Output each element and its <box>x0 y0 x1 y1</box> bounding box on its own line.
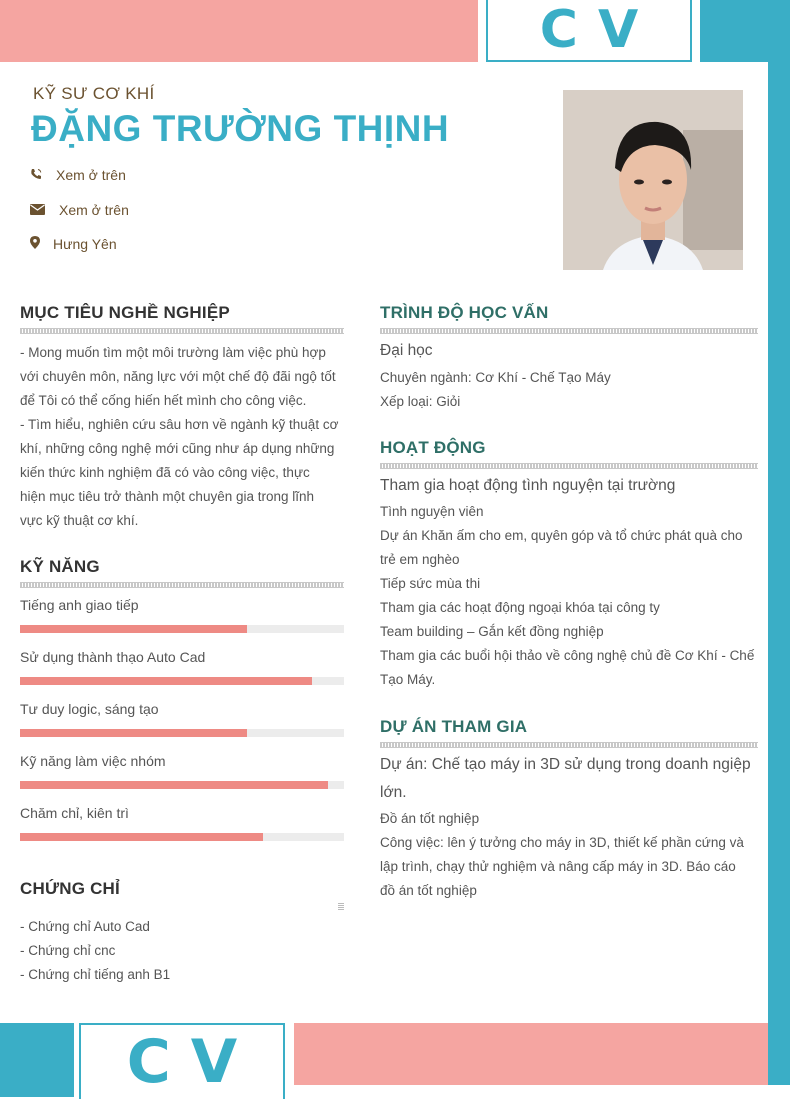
contact-location <box>30 236 117 252</box>
certificates-list <box>20 915 170 987</box>
top-teal-bar <box>700 0 790 62</box>
phone-value: Xem ở trên <box>56 167 126 183</box>
skills-title: KỸ NĂNG <box>20 557 100 576</box>
right-teal-stripe <box>768 62 790 1085</box>
cv-badge-text: CV <box>126 1027 258 1097</box>
objective-title: MỤC TIÊU NGHỀ NGHIỆP <box>20 303 230 322</box>
education-major: Chuyên ngành: Cơ Khí - Chế Tạo Máy <box>380 370 611 385</box>
objective-line: - Tìm hiểu, nghiên cứu sâu hơn về ngành kỹ thuật cơ <box>20 417 339 432</box>
top-pink-bar <box>0 0 478 62</box>
cv-badge-bottom <box>79 1023 285 1099</box>
section-divider <box>20 328 344 334</box>
cv-badge-text: CV <box>539 0 659 60</box>
email-value: Xem ở trên <box>59 202 129 218</box>
objective-line: khí, những công nghệ mới cũng như áp dụng những <box>20 441 335 456</box>
skill-item <box>20 649 344 685</box>
activity-line: Tham gia các buổi hội thảo về công nghệ chủ đề Cơ Khí - Chế <box>380 648 755 663</box>
activities-title: HOẠT ĐỘNG <box>380 438 486 457</box>
activity-line: Tình nguyện viên <box>380 504 484 519</box>
certificate-item: - Chứng chỉ tiếng anh B1 <box>20 967 171 982</box>
skill-label: Tư duy logic, sáng tạo <box>20 701 159 717</box>
skill-item <box>20 597 344 633</box>
bottom-teal-bar <box>0 1023 74 1097</box>
objective-text <box>20 341 344 533</box>
objective-line: kiến thức kinh nghiệm đã có vào công việc, thực <box>20 465 310 480</box>
skill-bar-track <box>20 729 344 737</box>
section-divider <box>380 328 758 334</box>
education-grade: Xếp loại: Giỏi <box>380 394 461 409</box>
certificate-item: - Chứng chỉ cnc <box>20 943 116 958</box>
activity-line: Dự án Khăn ấm cho em, quyên góp và tổ chức phát quà cho <box>380 528 743 543</box>
activity-line: Tạo Máy. <box>380 672 436 687</box>
objective-line: với chuyên môn, năng lực với một chế độ đãi ngộ tốt <box>20 369 336 384</box>
bottom-pink-bar <box>294 1023 768 1085</box>
education-title: TRÌNH ĐỘ HỌC VẤN <box>380 303 549 322</box>
section-divider <box>380 463 758 469</box>
skill-item <box>20 805 344 841</box>
contact-email <box>30 202 129 218</box>
activities-list <box>380 500 760 692</box>
skill-bar-fill <box>20 729 247 737</box>
skill-label: Sử dụng thành thạo Auto Cad <box>20 649 206 665</box>
section-divider <box>20 582 344 588</box>
skill-label: Chăm chỉ, kiên trì <box>20 805 129 821</box>
scroll-marker <box>338 903 344 911</box>
contact-phone <box>30 167 126 183</box>
phone-icon <box>30 168 48 183</box>
candidate-name: ĐẶNG TRƯỜNG THỊNH <box>31 108 450 149</box>
education-degree: Đại học <box>380 342 433 359</box>
project-line: Đồ án tốt nghiệp <box>380 811 480 826</box>
activity-line: Tiếp sức mùa thi <box>380 576 481 591</box>
profile-photo <box>563 90 743 270</box>
skill-bar-fill <box>20 781 328 789</box>
objective-line: để Tôi có thể cống hiến hết mình cho công việc. <box>20 393 307 408</box>
objective-line: vực kỹ thuật cơ khí. <box>20 513 139 528</box>
activities-heading: Tham gia hoạt động tình nguyện tại trường <box>380 477 676 494</box>
job-title: KỸ SƯ CƠ KHÍ <box>33 84 155 103</box>
skill-bar-track <box>20 625 344 633</box>
skill-bar-fill <box>20 677 312 685</box>
skill-bar-track <box>20 833 344 841</box>
project-line: đồ án tốt nghiệp <box>380 883 477 898</box>
objective-line: - Mong muốn tìm một môi trường làm việc phù hợp <box>20 345 326 360</box>
skill-label: Tiếng anh giao tiếp <box>20 597 139 613</box>
skill-item <box>20 701 344 737</box>
certificates-title: CHỨNG CHỈ <box>20 879 120 898</box>
location-value: Hưng Yên <box>53 236 117 252</box>
skill-item <box>20 753 344 789</box>
cv-badge-top <box>486 0 692 62</box>
projects-title: DỰ ÁN THAM GIA <box>380 717 528 736</box>
activity-line: Team building – Gắn kết đồng nghiệp <box>380 624 604 639</box>
skill-bar-track <box>20 781 344 789</box>
objective-line: hiện mục tiêu trở thành một chuyên gia trong lĩnh <box>20 489 315 504</box>
section-divider <box>380 742 758 748</box>
skill-bar-fill <box>20 625 247 633</box>
skill-bar-fill <box>20 833 263 841</box>
activity-line: Tham gia các hoạt động ngoại khóa tại công ty <box>380 600 660 615</box>
project-heading-line: lớn. <box>380 784 407 801</box>
projects-content <box>380 751 760 903</box>
certificate-item: - Chứng chỉ Auto Cad <box>20 919 150 934</box>
skill-label: Kỹ năng làm việc nhóm <box>20 753 166 769</box>
project-line: Công việc: lên ý tưởng cho máy in 3D, thiết kế phần cứng và <box>380 835 744 850</box>
project-heading-line: Dự án: Chế tạo máy in 3D sử dụng trong doanh ngiệp <box>380 756 751 773</box>
project-line: lập trình, chạy thử nghiệm và nâng cấp máy in 3D. Báo cáo <box>380 859 736 874</box>
envelope-icon <box>30 203 48 218</box>
map-pin-icon <box>30 236 48 252</box>
skill-bar-track <box>20 677 344 685</box>
activity-line: trẻ em nghèo <box>380 552 460 567</box>
